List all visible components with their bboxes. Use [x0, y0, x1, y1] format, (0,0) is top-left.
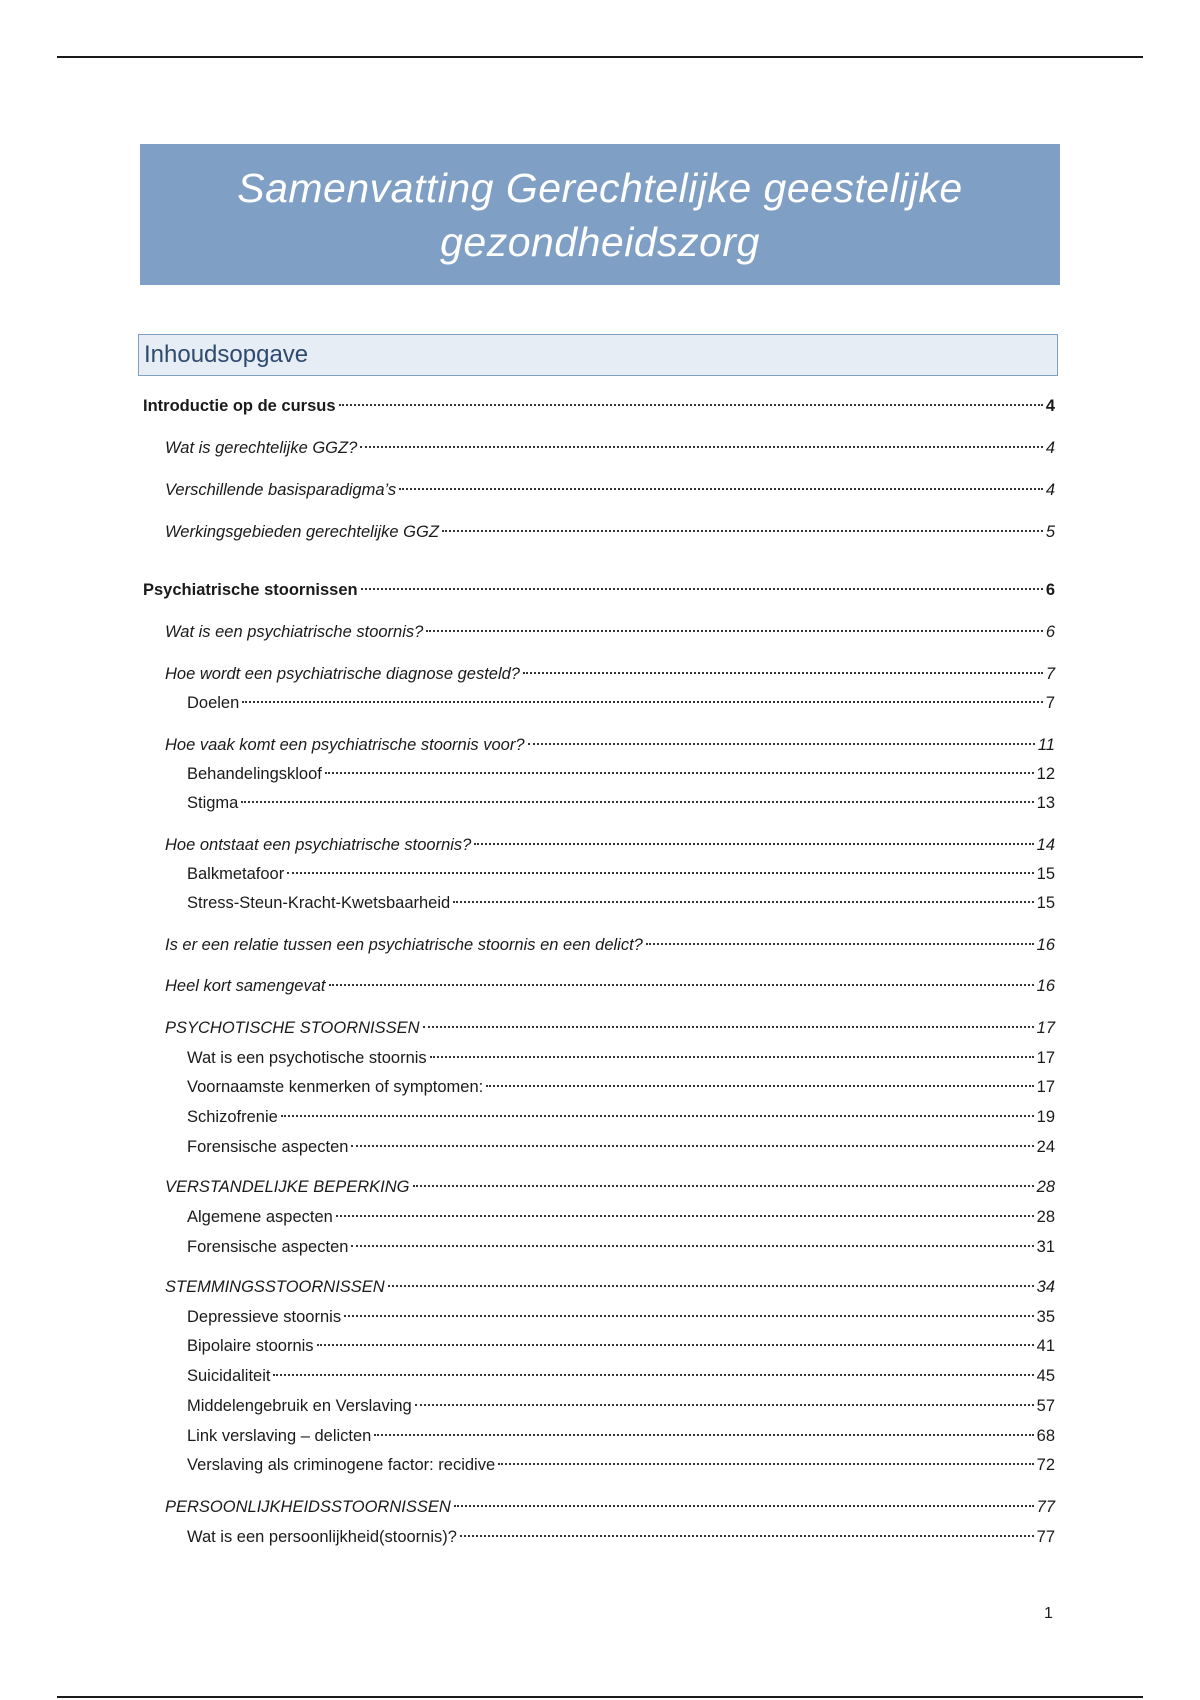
toc-dot-leader — [413, 1185, 1034, 1187]
toc-dot-leader — [426, 630, 1043, 632]
toc-entry-label: Heel kort samengevat — [165, 977, 326, 995]
toc-dot-leader — [388, 1285, 1034, 1287]
toc-entry[interactable] — [187, 891, 1055, 915]
toc-entry[interactable] — [187, 762, 1055, 786]
toc-entry[interactable] — [187, 1046, 1055, 1070]
toc-entry-page: 24 — [1036, 1138, 1055, 1156]
toc-dot-leader — [454, 1505, 1034, 1507]
toc-entry-label: Suicidaliteit — [187, 1367, 271, 1385]
page-number: 1 — [1044, 1605, 1053, 1622]
toc-dot-leader — [453, 901, 1033, 903]
toc-dot-leader — [498, 1463, 1033, 1465]
toc-dot-leader — [336, 1215, 1034, 1217]
toc-entry-label: Schizofrenie — [187, 1108, 278, 1126]
toc-entry-label: Stigma — [187, 794, 239, 812]
toc-entry-page: 34 — [1036, 1278, 1055, 1296]
toc-dot-leader — [329, 984, 1034, 986]
toc-entry[interactable] — [143, 578, 1055, 602]
toc-dot-leader — [325, 772, 1034, 774]
toc-entry-page: 12 — [1036, 765, 1055, 783]
toc-entry-page: 72 — [1036, 1456, 1055, 1474]
toc-entry[interactable] — [165, 933, 1055, 957]
toc-entry[interactable] — [187, 1105, 1055, 1129]
toc-entry-page: 16 — [1036, 936, 1055, 954]
toc-entry-page: 7 — [1045, 694, 1055, 712]
toc-dot-leader — [399, 488, 1043, 490]
toc-entry-label: Introductie op de cursus — [143, 397, 336, 415]
toc-entry-label: Psychiatrische stoornissen — [143, 581, 358, 599]
toc-dot-leader — [317, 1344, 1034, 1346]
toc-dot-leader — [646, 943, 1034, 945]
toc-entry-label: Link verslaving – delicten — [187, 1427, 372, 1445]
toc-dot-leader — [242, 701, 1043, 703]
toc-entry[interactable] — [165, 520, 1055, 544]
bottom-rule — [57, 1696, 1143, 1698]
toc-entry-page: 15 — [1036, 865, 1055, 883]
toc-entry-label: PSYCHOTISCHE STOORNISSEN — [165, 1019, 420, 1037]
document-title: Samenvatting Gerechtelijke geestelijke gezondheidszorg — [237, 164, 963, 265]
toc-entry-label: Wat is een psychiatrische stoornis? — [165, 623, 424, 641]
toc-entry[interactable] — [165, 833, 1055, 857]
toc-entry-label: Algemene aspecten — [187, 1208, 333, 1226]
toc-entry-label: Stress-Steun-Kracht-Kwetsbaarheid — [187, 894, 451, 912]
toc-entry[interactable] — [187, 1334, 1055, 1358]
toc-entry-page: 14 — [1036, 836, 1055, 854]
toc-entry-label: Is er een relatie tussen een psychiatrische stoornis en een delict? — [165, 936, 643, 954]
toc-entry[interactable] — [187, 791, 1055, 815]
toc-entry-page: 45 — [1036, 1367, 1055, 1385]
toc-entry-page: 4 — [1045, 397, 1055, 415]
toc-entry[interactable] — [165, 733, 1055, 757]
toc-entry-page: 6 — [1045, 623, 1055, 641]
toc-entry[interactable] — [187, 691, 1055, 715]
toc-entry-label: Wat is gerechtelijke GGZ? — [165, 439, 358, 457]
toc-entry-label: Depressieve stoornis — [187, 1308, 342, 1326]
toc-entry[interactable] — [187, 1394, 1055, 1418]
toc-entry-label: Hoe wordt een psychiatrische diagnose gesteld? — [165, 665, 520, 683]
toc-entry[interactable] — [165, 436, 1055, 460]
toc-dot-leader — [374, 1434, 1033, 1436]
toc-entry-label: Forensische aspecten — [187, 1238, 349, 1256]
toc-entry-label: Wat is een persoonlijkheid(stoornis)? — [187, 1528, 457, 1546]
toc-dot-leader — [430, 1056, 1034, 1058]
toc-entry[interactable] — [165, 1016, 1055, 1040]
toc-entry-label: Voornaamste kenmerken of symptomen: — [187, 1078, 484, 1096]
toc-dot-leader — [474, 843, 1033, 845]
toc-entry[interactable] — [165, 1495, 1055, 1519]
toc-entry-page: 15 — [1036, 894, 1055, 912]
toc-entry[interactable] — [165, 662, 1055, 686]
toc-dot-leader — [281, 1115, 1034, 1117]
toc-entry[interactable] — [187, 1364, 1055, 1388]
toc-entry-page: 31 — [1036, 1238, 1055, 1256]
toc-entry-label: Wat is een psychotische stoornis — [187, 1049, 427, 1067]
toc-dot-leader — [486, 1085, 1033, 1087]
toc-entry[interactable] — [187, 1453, 1055, 1477]
toc-entry-label: Forensische aspecten — [187, 1138, 349, 1156]
toc-entry-page: 77 — [1036, 1528, 1055, 1546]
toc-entry-label: Balkmetafoor — [187, 865, 285, 883]
toc-entry-page: 77 — [1036, 1498, 1055, 1516]
toc-dot-leader — [287, 872, 1033, 874]
toc-entry[interactable] — [187, 1205, 1055, 1229]
toc-entry-label: Doelen — [187, 694, 240, 712]
toc-entry-page: 57 — [1036, 1397, 1055, 1415]
toc-entry-label: Verschillende basisparadigma’s — [165, 481, 397, 499]
toc-dot-leader — [339, 404, 1043, 406]
toc-dot-leader — [528, 743, 1035, 745]
toc-dot-leader — [423, 1026, 1034, 1028]
toc-dot-leader — [415, 1404, 1034, 1406]
toc-entry[interactable] — [187, 1235, 1055, 1259]
toc-entry-page: 17 — [1036, 1049, 1055, 1067]
toc-entry[interactable] — [165, 620, 1055, 644]
toc-dot-leader — [460, 1535, 1034, 1537]
toc-entry-page: 28 — [1036, 1178, 1055, 1196]
toc-entry-label: Hoe ontstaat een psychiatrische stoornis? — [165, 836, 472, 854]
toc-entry-label: Werkingsgebieden gerechtelijke GGZ — [165, 523, 439, 541]
toc-entry-label: PERSOONLIJKHEIDSSTOORNISSEN — [165, 1498, 451, 1516]
toc-entry[interactable] — [187, 1424, 1055, 1448]
toc-entry-label: Behandelingskloof — [187, 765, 322, 783]
toc-entry[interactable] — [187, 1525, 1055, 1549]
toc-entry-page: 17 — [1036, 1019, 1055, 1037]
toc-dot-leader — [344, 1315, 1034, 1317]
toc-entry[interactable] — [187, 862, 1055, 886]
toc-entry-page: 17 — [1036, 1078, 1055, 1096]
toc-heading: Inhoudsopgave — [138, 334, 1058, 376]
toc-dot-leader — [351, 1145, 1033, 1147]
toc-dot-leader — [360, 446, 1043, 448]
toc-entry-page: 41 — [1036, 1337, 1055, 1355]
toc-entry-page: 16 — [1036, 977, 1055, 995]
toc-entry-page: 35 — [1036, 1308, 1055, 1326]
toc-entry-page: 13 — [1036, 794, 1055, 812]
toc-dot-leader — [442, 530, 1043, 532]
toc-entry-label: STEMMINGSSTOORNISSEN — [165, 1278, 385, 1296]
toc-dot-leader — [241, 801, 1033, 803]
toc-dot-leader — [361, 588, 1043, 590]
toc-dot-leader — [351, 1245, 1033, 1247]
toc-entry-page: 68 — [1036, 1427, 1055, 1445]
toc-entry-label: VERSTANDELIJKE BEPERKING — [165, 1178, 410, 1196]
toc-entry-page: 7 — [1045, 665, 1055, 683]
toc-entry[interactable] — [165, 1275, 1055, 1299]
toc-entry-label: Middelengebruik en Verslaving — [187, 1397, 412, 1415]
toc-entry[interactable] — [187, 1075, 1055, 1099]
toc-entry-page: 28 — [1036, 1208, 1055, 1226]
toc-entry-page: 11 — [1037, 736, 1055, 754]
toc-dot-leader — [523, 672, 1043, 674]
toc-entry[interactable] — [187, 1135, 1055, 1159]
toc-entry[interactable] — [187, 1305, 1055, 1329]
toc-entry[interactable] — [165, 1175, 1055, 1199]
toc-dot-leader — [273, 1374, 1033, 1376]
toc-entry-label: Verslaving als criminogene factor: recidive — [187, 1456, 496, 1474]
toc-entry[interactable] — [165, 974, 1055, 998]
toc-entry[interactable] — [143, 394, 1055, 418]
toc-entry-page: 6 — [1045, 581, 1055, 599]
toc-entry-page: 4 — [1045, 481, 1055, 499]
toc-entry[interactable] — [165, 478, 1055, 502]
toc-entry-page: 19 — [1036, 1108, 1055, 1126]
toc-entry-label: Hoe vaak komt een psychiatrische stoornis voor? — [165, 736, 525, 754]
toc-entry-page: 5 — [1045, 523, 1055, 541]
toc-entry-label: Bipolaire stoornis — [187, 1337, 314, 1355]
toc-entry-page: 4 — [1045, 439, 1055, 457]
